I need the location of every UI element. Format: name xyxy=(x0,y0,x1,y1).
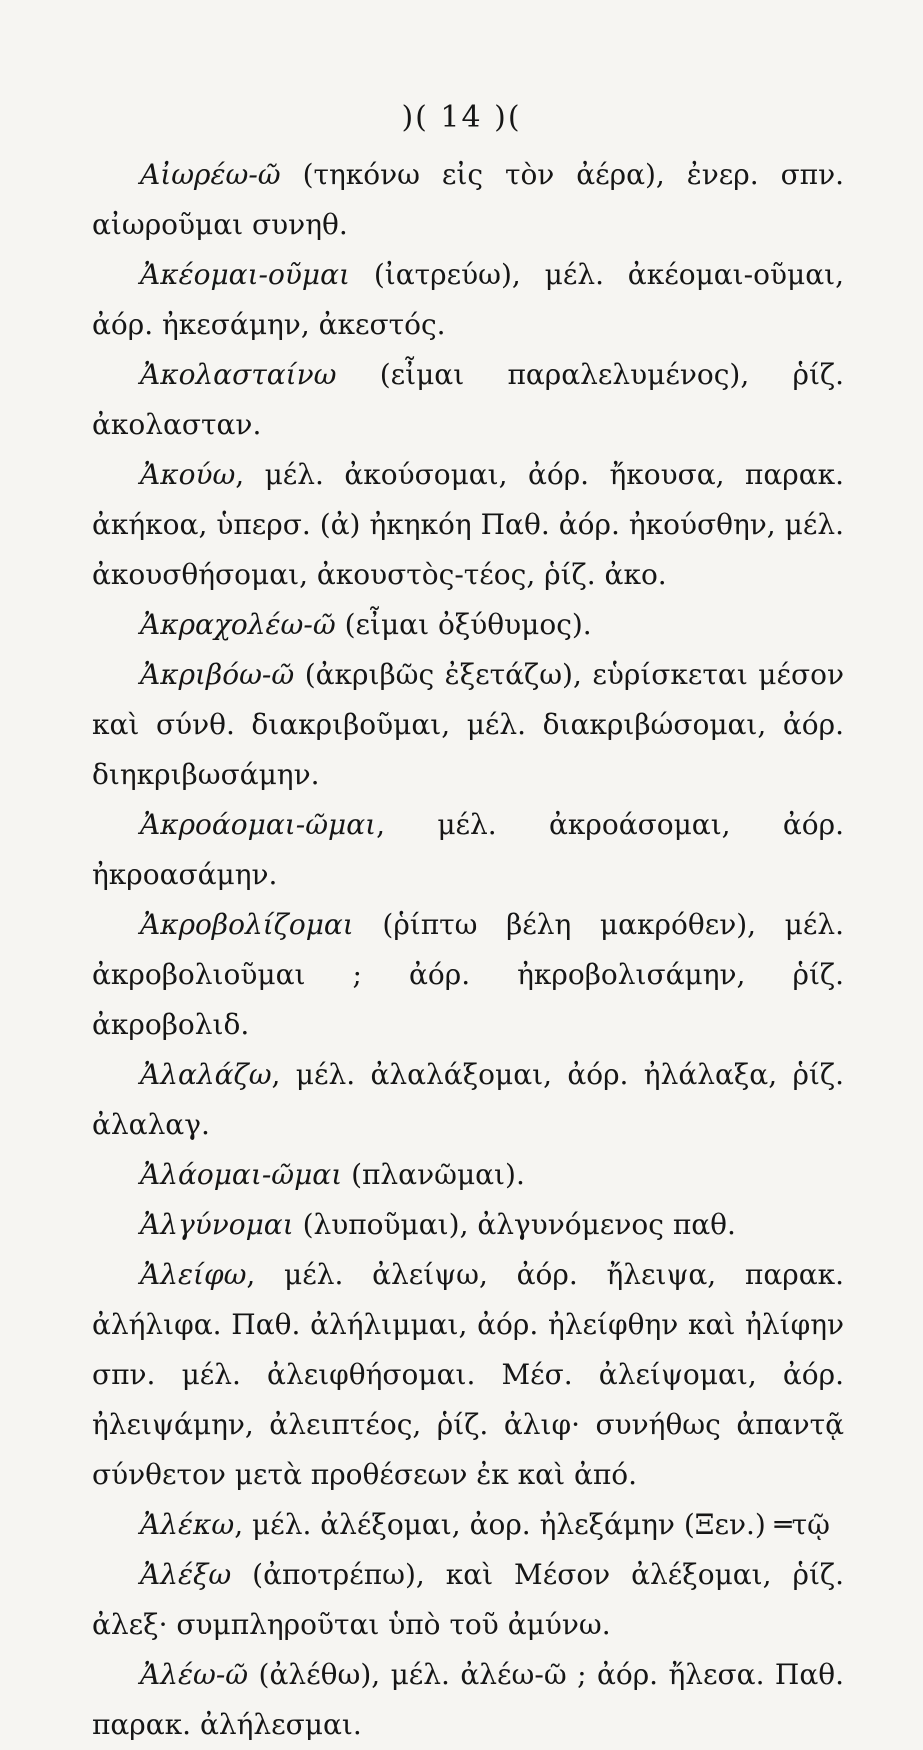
dictionary-entry xyxy=(92,600,844,650)
entry-headword: Ἀλέξω xyxy=(140,1558,232,1591)
entry-headword: Ἀλγύνομαι xyxy=(140,1208,294,1241)
dictionary-entry xyxy=(92,650,844,800)
entry-headword: Ἀλέκω xyxy=(140,1508,235,1541)
entry-headword: Ἀκριβόω-ῶ xyxy=(140,658,295,691)
dictionary-entry xyxy=(92,250,844,350)
dictionary-entry xyxy=(92,1050,844,1150)
dictionary-entry xyxy=(92,1200,844,1250)
entry-headword: Ἀκροάομαι-ῶμαι xyxy=(140,808,377,841)
entry-headword: Ἀκραχολέω-ῶ xyxy=(140,608,336,641)
entry-text: (ἀποτρέπω), καὶ Μέσον ἀλέξομαι, ῥίζ. ἀλεξ· συμπληροῦται ὑπὸ τοῦ ἀμύνω. xyxy=(92,1558,844,1641)
entry-text: , μέλ. ἀλέξομαι, ἀορ. ἠλεξάμην (Ξεν.) ═τῷ xyxy=(234,1508,830,1541)
entry-text: (εἶμαι παραλελυμένος), ῥίζ. ἀκολασταν. xyxy=(92,358,844,441)
dictionary-entry xyxy=(92,1150,844,1200)
entry-text: (ἀλέθω), μέλ. ἀλέω-ῶ ; ἀόρ. ἤλεσα. Παθ. παρακ. ἀλήλεσμαι. xyxy=(92,1658,844,1741)
entry-headword: Ἀλείφω xyxy=(140,1258,247,1291)
dictionary-entry xyxy=(92,1250,844,1500)
entry-text: , μέλ. ἀκούσομαι, ἀόρ. ἤκουσα, παρακ. ἀκήκοα, ὑπερσ. (ἀ) ἠκηκόη Παθ. ἀόρ. ἠκούσθην, μέλ. ἀκουσθήσομαι, ἀκουστὸς-τέος, ῥίζ. ἀκο. xyxy=(92,458,844,591)
entry-text: , μέλ. ἀλαλάξομαι, ἀόρ. ἠλάλαξα, ῥίζ. ἀλαλαγ. xyxy=(92,1058,844,1141)
entry-headword: Ἀκροβολίζομαι xyxy=(140,908,354,941)
entry-text: (ἰατρεύω), μέλ. ἀκέομαι-οῦμαι, ἀόρ. ἠκεσάμην, ἀκεστός. xyxy=(92,258,844,341)
entry-headword: Ἀκολασταίνω xyxy=(140,358,337,391)
dictionary-entry xyxy=(92,900,844,1050)
dictionary-entry xyxy=(92,150,844,250)
entry-text: , μέλ. ἀλείψω, ἀόρ. ἤλειψα, παρακ. ἀλήλιφα. Παθ. ἀλήλιμμαι, ἀόρ. ἠλείφθην καὶ ἠλίφην σπν. μέλ. ἀλειφθήσομαι. Μέσ. ἀλείψομαι, ἀόρ. ἠλειψάμην, ἀλειπτέος, ῥίζ. ἀλιφ· συνήθως ἀπαντᾷ σύνθετον μετὰ προθέσεων ἐκ καὶ ἀπό. xyxy=(92,1258,844,1491)
entry-text: (ἀκριβῶς ἐξετάζω), εὑρίσκεται μέσον καὶ σύνθ. διακριβοῦμαι, μέλ. διακριβώσομαι, ἀόρ. διηκριβωσάμην. xyxy=(92,658,844,791)
entry-text: (ῥίπτω βέλη μακρόθεν), μέλ. ἀκροβολιοῦμαι ; ἀόρ. ἠκροβολισάμην, ῥίζ. ἀκροβολιδ. xyxy=(92,908,844,1041)
entry-text: (εἶμαι ὀξύθυμος). xyxy=(335,608,592,641)
dictionary-entry xyxy=(92,1500,844,1550)
entry-text: (πλανῶμαι). xyxy=(342,1158,525,1191)
dictionary-entries xyxy=(92,150,844,1750)
dictionary-entry xyxy=(92,800,844,900)
dictionary-entry xyxy=(92,450,844,600)
entry-text: (λυποῦμαι), ἀλγυνόμενος παθ. xyxy=(293,1208,736,1241)
entry-headword: Ἀλαλάζω xyxy=(140,1058,272,1091)
dictionary-entry xyxy=(92,1550,844,1650)
entry-headword: Αἰωρέω-ῶ xyxy=(140,158,281,191)
page-number: )( 14 )( xyxy=(401,100,522,135)
entry-headword: Ἀλέω-ῶ xyxy=(140,1658,249,1691)
entry-text: (τηκόνω εἰς τὸν ἀέρα), ἐνερ. σπν. αἰωροῦμαι συνηθ. xyxy=(92,158,844,241)
entry-text: , μέλ. ἀκροάσομαι, ἀόρ. ἠκροασάμην. xyxy=(92,808,844,891)
entry-headword: Ἀκέομαι-οῦμαι xyxy=(140,258,350,291)
entry-headword: Ἀκούω xyxy=(140,458,236,491)
dictionary-entry xyxy=(92,1650,844,1750)
entry-headword: Ἀλάομαι-ῶμαι xyxy=(140,1158,343,1191)
dictionary-entry xyxy=(92,350,844,450)
